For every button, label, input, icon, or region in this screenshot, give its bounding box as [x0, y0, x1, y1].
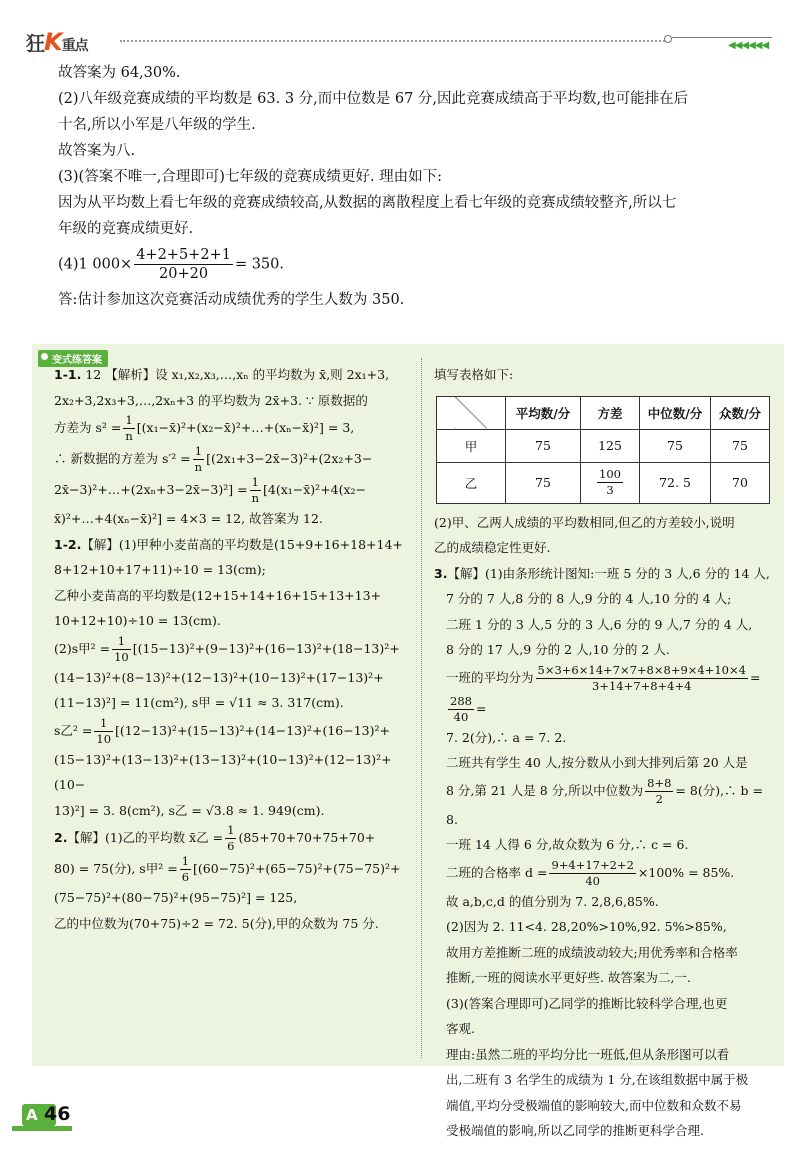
text-line [434, 561, 772, 587]
right-column [434, 362, 772, 1144]
logo-text-2: 重点 [61, 38, 88, 54]
table-header-row [437, 396, 770, 429]
table-corner-cell [437, 396, 506, 429]
table-header-cell: 方差 [581, 396, 640, 429]
logo-k: K [44, 28, 62, 56]
logo-text-1: 狂 [26, 33, 45, 55]
text-line: 故答案为 64,30%. [58, 65, 181, 81]
fraction-denominator: n [251, 491, 260, 505]
text-span: 【解】(1)甲种小麦苗高的平均数是(15+9+16+18+14+ [81, 536, 403, 552]
fraction-denominator: 40 [453, 709, 469, 724]
formula-line [58, 246, 770, 283]
fraction-denominator: 3+14+7+8+4+4 [592, 678, 692, 693]
header-circle-ornament [664, 35, 672, 43]
header-solid-rule [672, 37, 772, 38]
fraction-numerator: 1 [227, 823, 235, 837]
fraction-numerator: 8+8 [647, 775, 672, 790]
fraction-denominator: 6 [181, 870, 190, 884]
fraction-numerator: 1 [123, 413, 134, 429]
text-line: (75−75)²+(80−75)²+(95−75)²] = 125, [54, 890, 298, 905]
formula-line [54, 413, 416, 444]
fraction-denominator: n [194, 460, 203, 474]
fraction-denominator: 40 [585, 873, 600, 888]
text-line: (14−13)²+(8−13)²+(12−13)²+(10−13)²+(17−13)²+ [54, 669, 384, 685]
fraction-denominator: 6 [227, 839, 235, 853]
text-span: (2)s甲² = [54, 640, 111, 656]
text-line: x̄)²+…+4(xₙ−x̄)²] = 4×3 = 12, 故答案为 12. [54, 511, 323, 526]
fraction-numerator: 5×3+6×14+7×7+8×8+9×4+10×4 [537, 662, 746, 677]
table-row-label: 甲 [437, 429, 506, 462]
fraction-numerator: 288 [450, 693, 472, 708]
text-line: 8+12+10+17+11)÷10 = 13(cm); [54, 562, 266, 577]
question-number: 1-2. [54, 536, 82, 552]
formula-line [434, 663, 772, 725]
fraction-numerator: 100 [599, 467, 621, 481]
fraction-numerator: 1 [193, 444, 204, 460]
formula-line [54, 854, 416, 885]
text-line: (2)因为 2. 11<4. 28,20%>10%,92. 5%>85%, [446, 919, 727, 934]
text-line: 客观. [446, 1021, 475, 1036]
text-line: 7 分的 7 人,8 分的 8 人,9 分的 4 人,10 分的 4 人; [446, 591, 732, 606]
text-span: 80) = 75(分), s甲² = [54, 861, 178, 876]
text-span: 2x̄−3)²+…+(2xₙ+3−2x̄−3)²] = [54, 482, 248, 497]
text-line: 二班 1 分的 3 人,5 分的 3 人,6 分的 9 人,7 分的 4 人, [446, 616, 753, 632]
text-line: 2x₂+3,2x₃+3,…,2xₙ+3 的平均数为 2x̄+3. ∵ 原数据的 [54, 392, 368, 408]
column-divider [421, 358, 422, 1058]
fraction [549, 858, 635, 889]
text-line: 故用方差推断二班的成绩波动较大;用优秀率和合格率 [446, 944, 738, 960]
text-line: 二班共有学生 40 人,按分数从小到大排列后第 20 人是 [446, 755, 748, 770]
text-line: (2)甲、乙两人成绩的平均数相同,但乙的方差较小,说明 [434, 514, 735, 530]
text-span: 方差为 s² = [54, 420, 122, 435]
page-badge-icon: A [22, 1104, 56, 1126]
fraction [94, 716, 113, 747]
text-line: 十名,所以小军是八年级的学生. [58, 117, 256, 133]
text-span: 8 分,第 21 人是 8 分,所以中位数为 [446, 782, 644, 798]
fraction [250, 475, 261, 506]
formula-line [434, 776, 772, 833]
formula-line [54, 634, 416, 665]
text-line: (3)(答案合理即可)乙同学的推断比较科学合理,也更 [446, 995, 728, 1011]
text-line: 答:估计参加这次竞赛活动成绩优秀的学生人数为 350. [58, 292, 405, 308]
text-line: 故 a,b,c,d 的值分别为 7. 2,8,6,85%. [446, 893, 659, 909]
left-column [54, 362, 416, 936]
text-span: 一班的平均分为 [446, 669, 534, 685]
text-line [54, 362, 416, 388]
brand-logo [26, 28, 88, 56]
text-span: [(12−13)²+(15−13)²+(14−13)²+(16−13)²+ [115, 722, 390, 738]
top-answer-text [58, 60, 770, 313]
text-line: 故答案为八. [58, 143, 136, 159]
fraction-numerator: 1 [181, 854, 190, 868]
text-span: [(2x₁+3−2x̄−3)²+(2x₂+3− [206, 451, 373, 466]
text-span: [(x₁−x̄)²+(x₂−x̄)²+…+(xₙ−x̄)²] = 3, [136, 420, 355, 435]
text-line: 推断,一班的阅读水平更好些. 故答案为二,一. [446, 970, 691, 985]
fraction-numerator: 4+2+5+2+1 [136, 247, 231, 263]
text-line: 乙的中位数为(70+75)÷2 = 72. 5(分),甲的众数为 75 分. [54, 915, 379, 931]
fraction [225, 823, 236, 854]
text-line: 端值,平均分受极端值的影响较大,而中位数和众数不易 [446, 1097, 742, 1113]
fraction-denominator: 20+20 [159, 266, 209, 282]
panel-tag: 变式练答案 [38, 350, 108, 367]
table-cell: 75 [506, 429, 581, 462]
text-span: 【解】(1)乙的平均数 x̄乙 = [67, 830, 224, 845]
footer-accent-bar [12, 1126, 72, 1131]
fraction [193, 444, 204, 475]
fraction [597, 467, 623, 498]
table-cell: 75 [711, 429, 770, 462]
fraction-denominator: 10 [96, 731, 112, 746]
text-span: ∴ 新数据的方差为 s′² = [54, 451, 191, 466]
fraction [645, 776, 673, 807]
table-row-label: 乙 [437, 462, 506, 503]
fraction-denominator: 10 [114, 649, 129, 664]
text-line: (11−13)²] = 11(cm²), s甲 = √11 ≈ 3. 317(cm). [54, 695, 344, 710]
question-number: 3. [434, 565, 448, 581]
text-span: = 8(分),∴ b = 8. [446, 782, 763, 827]
table-row [437, 462, 770, 503]
question-number: 1-1. [54, 367, 82, 382]
fraction-numerator: 1 [250, 475, 261, 491]
fraction [180, 854, 191, 885]
table-header-cell: 中位数/分 [640, 396, 711, 429]
text-line: 13)²] = 3. 8(cm²), s乙 = √3.8 ≈ 1. 949(cm). [54, 802, 325, 818]
fraction [536, 663, 748, 694]
text-span: [(15−13)²+(9−13)²+(16−13)²+(18−13)²+ [132, 640, 400, 656]
table-cell: 125 [581, 429, 640, 462]
fraction-denominator: 3 [606, 483, 614, 497]
formula-suffix: = 350. [234, 256, 284, 273]
text-span: = [475, 700, 487, 716]
text-line: (15−13)²+(13−13)²+(13−13)²+(10−13)²+(12−13)²+(10− [54, 751, 392, 792]
text-line: 一班 14 人得 6 分,故众数为 6 分,∴ c = 6. [446, 837, 689, 852]
text-line: 填写表格如下: [434, 367, 514, 382]
text-span: 12 【解析】设 x₁,x₂,x₃,…,xₙ 的平均数为 x̄,则 2x₁+3, [85, 367, 390, 382]
text-line: 乙的成绩稳定性更好. [434, 540, 551, 555]
fraction [134, 246, 233, 283]
formula-prefix: (4)1 000× [58, 256, 133, 273]
text-line: 出,二班有 3 名学生的成绩为 1 分,在该组数据中属于极 [446, 1072, 749, 1087]
page-number: 46 [44, 1103, 71, 1125]
formula-line [54, 823, 416, 854]
fraction [123, 413, 134, 444]
formula-line [54, 475, 416, 506]
text-span: = [749, 669, 761, 685]
header-arrows-ornament: ◀◀◀◀◀◀ [728, 40, 769, 51]
text-span: [4(x₁−x̄)²+4(x₂− [263, 482, 367, 497]
text-line: 受极端值的影响,所以乙同学的推断更科学合理. [446, 1123, 704, 1138]
question-number: 2. [54, 830, 68, 845]
text-span: 二班的合格率 d = [446, 864, 548, 880]
fraction-numerator: 1 [112, 634, 131, 650]
text-line: 因为从平均数上看七年级的竞赛成绩较高,从数据的离散程度上看七年级的竞赛成绩较整齐,所以七 [58, 195, 677, 211]
fraction [448, 694, 474, 725]
text-span: [(60−75)²+(65−75)²+(75−75)²+ [193, 861, 401, 876]
text-span: (85+70+70+75+70+ [238, 830, 376, 845]
header-dotted-rule [120, 40, 668, 42]
table-cell: 75 [640, 429, 711, 462]
table-cell: 72. 5 [640, 462, 711, 503]
text-line: 年级的竞赛成绩更好. [58, 221, 194, 237]
text-line: (3)(答案不唯一,合理即可)七年级的竞赛成绩更好. 理由如下: [58, 169, 443, 185]
text-span: s乙² = [54, 722, 93, 738]
formula-line [434, 858, 772, 889]
text-line [54, 532, 416, 558]
table-cell [581, 462, 640, 503]
text-span: ×100% = 85%. [637, 864, 735, 880]
text-line: 7. 2(分),∴ a = 7. 2. [446, 729, 567, 745]
table-cell: 70 [711, 462, 770, 503]
fraction-numerator: 1 [94, 716, 113, 732]
text-span: 【解】(1)由条形统计图知:一班 5 分的 3 人,6 分的 14 人, [447, 565, 770, 581]
formula-line [54, 444, 416, 475]
stats-table [436, 396, 770, 504]
fraction [112, 634, 131, 665]
fraction-denominator: 2 [655, 791, 663, 806]
table-header-cell: 众数/分 [711, 396, 770, 429]
text-line: (2)八年级竞赛成绩的平均数是 63. 3 分,而中位数是 67 分,因此竞赛成绩高于平均数,也可能排在后 [58, 91, 689, 107]
table-header-cell: 平均数/分 [506, 396, 581, 429]
text-line: 8 分的 17 人,9 分的 2 人,10 分的 2 人. [446, 642, 670, 657]
text-line: 10+12+10)÷10 = 13(cm). [54, 613, 221, 628]
text-line: 乙种小麦苗高的平均数是(12+15+14+16+15+13+13+ [54, 587, 382, 603]
text-line: 理由:虽然二班的平均分比一班低,但从条形图可以看 [446, 1046, 730, 1062]
table-cell: 75 [506, 462, 581, 503]
fraction-numerator: 9+4+17+2+2 [551, 857, 634, 872]
fraction-denominator: n [125, 429, 133, 443]
table-row [437, 429, 770, 462]
formula-line [54, 716, 416, 747]
